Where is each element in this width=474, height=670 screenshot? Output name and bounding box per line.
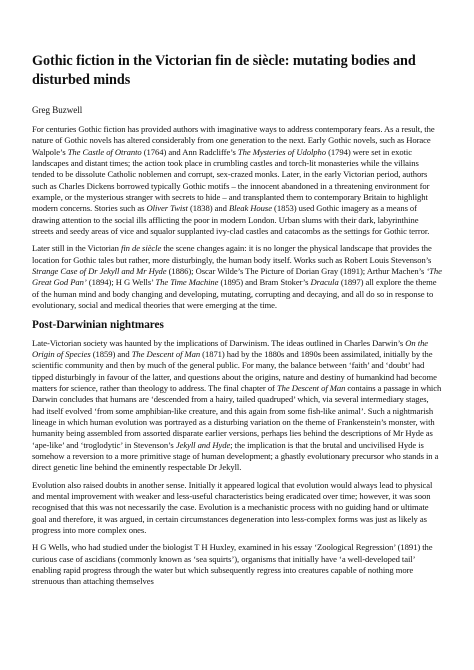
italic-text-run: On the Origin of Species [32,337,429,359]
text-run: (1871) had by the 1880s and 1890s been assimilated, initially by the scientific community and then by much of the general public. For many, the balance between ‘faith’ and ‘doubt’ had tipped disturbingly in favour of the latter, and questions about the origins, nature and destiny of humankind had become matters for science, rather than theology to address. The final chapter of [32,348,437,393]
section-heading: Post-Darwinian nightmares [32,318,164,331]
body-paragraph-4 [32,480,442,537]
text-run: the scene changes again: it is no longer the physical landscape that provides the location for Gothic tales but rather, more disturbingly, the human body itself. Works such as Robert Louis Stevenson’s [32,243,432,265]
body-paragraph-5 [32,542,442,587]
text-run: contains a passage in which Darwin concludes that humans are ‘descended from a hairy, tailed quadruped’ which, via several intermediary stages, had itself evolved ‘from some amphibian-like creature, and this again from some fish-like animal’. Such a nightmarish lineage in which human evolution was portrayed as a disturbing variation on the theme of Frankenstein’s monster, with humanity being assembled from assorted disparate earlier versions, perhaps lies behind the descriptions of Mr Hyde as ‘ape-like’ and ‘troglodytic’ in Stevenson’s [32,382,442,450]
text-run: H G Wells, who had studied under the biologist T H Huxley, examined in his essay ‘Zoological Regression’ (1891) the curious case of ascidians (commonly known as ‘sea squirts’), organisms that initially have ‘a well-developed tail’ enabling rapid progress through the water but which subsequently regress into creatures capable of nothing more strenuous than attaching themselves [32,542,433,587]
text-run: (1886); Oscar Wilde’s The Picture of Dorian Gray (1891); Arthur Machen’s [166,266,427,277]
italic-text-run: Oliver Twist [146,203,188,214]
text-run: (1853) used Gothic imagery as a means of drawing attention to the social ills afflicting the poor in modern London. Urban slums with their dark, labyrinthine streets and seedy areas of vice and squalor supplanted ivy-clad castles and catacombs as the settings for Gothic terror. [32,203,430,237]
italic-text-run: The Descent of Man [276,382,346,393]
italic-text-run: The Time Machine [155,277,219,288]
text-run: (1838) and [187,203,229,214]
body-paragraph-2 [32,243,442,311]
text-run: (1895) and Bram Stoker’s [218,277,311,288]
text-run: (1764) and Ann Radcliffe’s [141,146,238,157]
text-run: Late-Victorian society was haunted by the implications of Darwinism. The ideas outlined in Charles Darwin’s [32,337,406,348]
text-run: Later still in the Victorian [32,243,121,254]
text-run: (1897) all explore the theme of the human mind and body changing and developing, mutating, corrupting and decaying, and all do so in response to evolutionary, social and medical theories that were emerging at the time. [32,277,437,311]
italic-text-run: The Descent of Man [131,348,201,359]
text-run: (1894); H G Wells’ [86,277,156,288]
italic-text-run: Dracula [310,277,339,288]
text-run: ; the implication is that the brutal and uncivilised Hyde is somehow a reversion to a more primitive stage of human development; a ghastly evolutionary precursor who stands in a direct genetic line behind the eminently respectable Dr Jekyll. [32,439,439,473]
document-title: Gothic fiction in the Victorian fin de siècle: mutating bodies and disturbed minds [32,53,416,88]
body-paragraph-1 [32,124,442,237]
italic-text-run: fin de siècle [121,243,162,254]
italic-text-run: The Mysteries of Udolpho [237,146,326,157]
text-run: (1859) and [90,348,132,359]
text-run: (1794) were set in exotic landscapes and distant times; the action took place in crumbling castles and torch-lit monasteries while the villains tended to be dissolute Catholic noblemen and corrupt, sex-crazed monks. Later, in the early Victorian period, authors such as Charles Dickens borrowed typically Gothic motifs – the innocent abandoned in a threatening environment for example, or the mysterious stranger with secrets to hide – and transplanted them to contemporary Britain to highlight modern concerns. Stories such as [32,146,430,214]
text-run: For centuries Gothic fiction has provided authors with imaginative ways to address contemporary fears. As a result, the nature of Gothic novels has altered considerably from one generation to the next. Early Gothic novels, such as Horace Walpole’s [32,124,435,157]
italic-text-run: Jekyll and Hyde [175,439,231,450]
author-name: Greg Buzwell [32,105,83,115]
body-paragraph-3 [32,338,442,474]
italic-text-run: Strange Case of Dr Jekyll and Mr Hyde [32,266,167,277]
italic-text-run: The Castle of Otranto [67,146,142,157]
text-run: Evolution also raised doubts in another sense. Initially it appeared logical that evolution would always lead to physical and mental improvement with weaker and less-useful characteristics being eradicated over time; however, it was soon recognised that this was not necessarily the case. Evolution is a mechanistic process with no guiding hand or ultimate goal and therefore, it was argued, in certain circumstances degeneration into less-complex forms was just as likely as progress into more complex ones. [32,479,433,535]
italic-text-run: Bleak House [228,203,272,214]
italic-text-run: ‘The Great God Pan’ [32,266,442,288]
